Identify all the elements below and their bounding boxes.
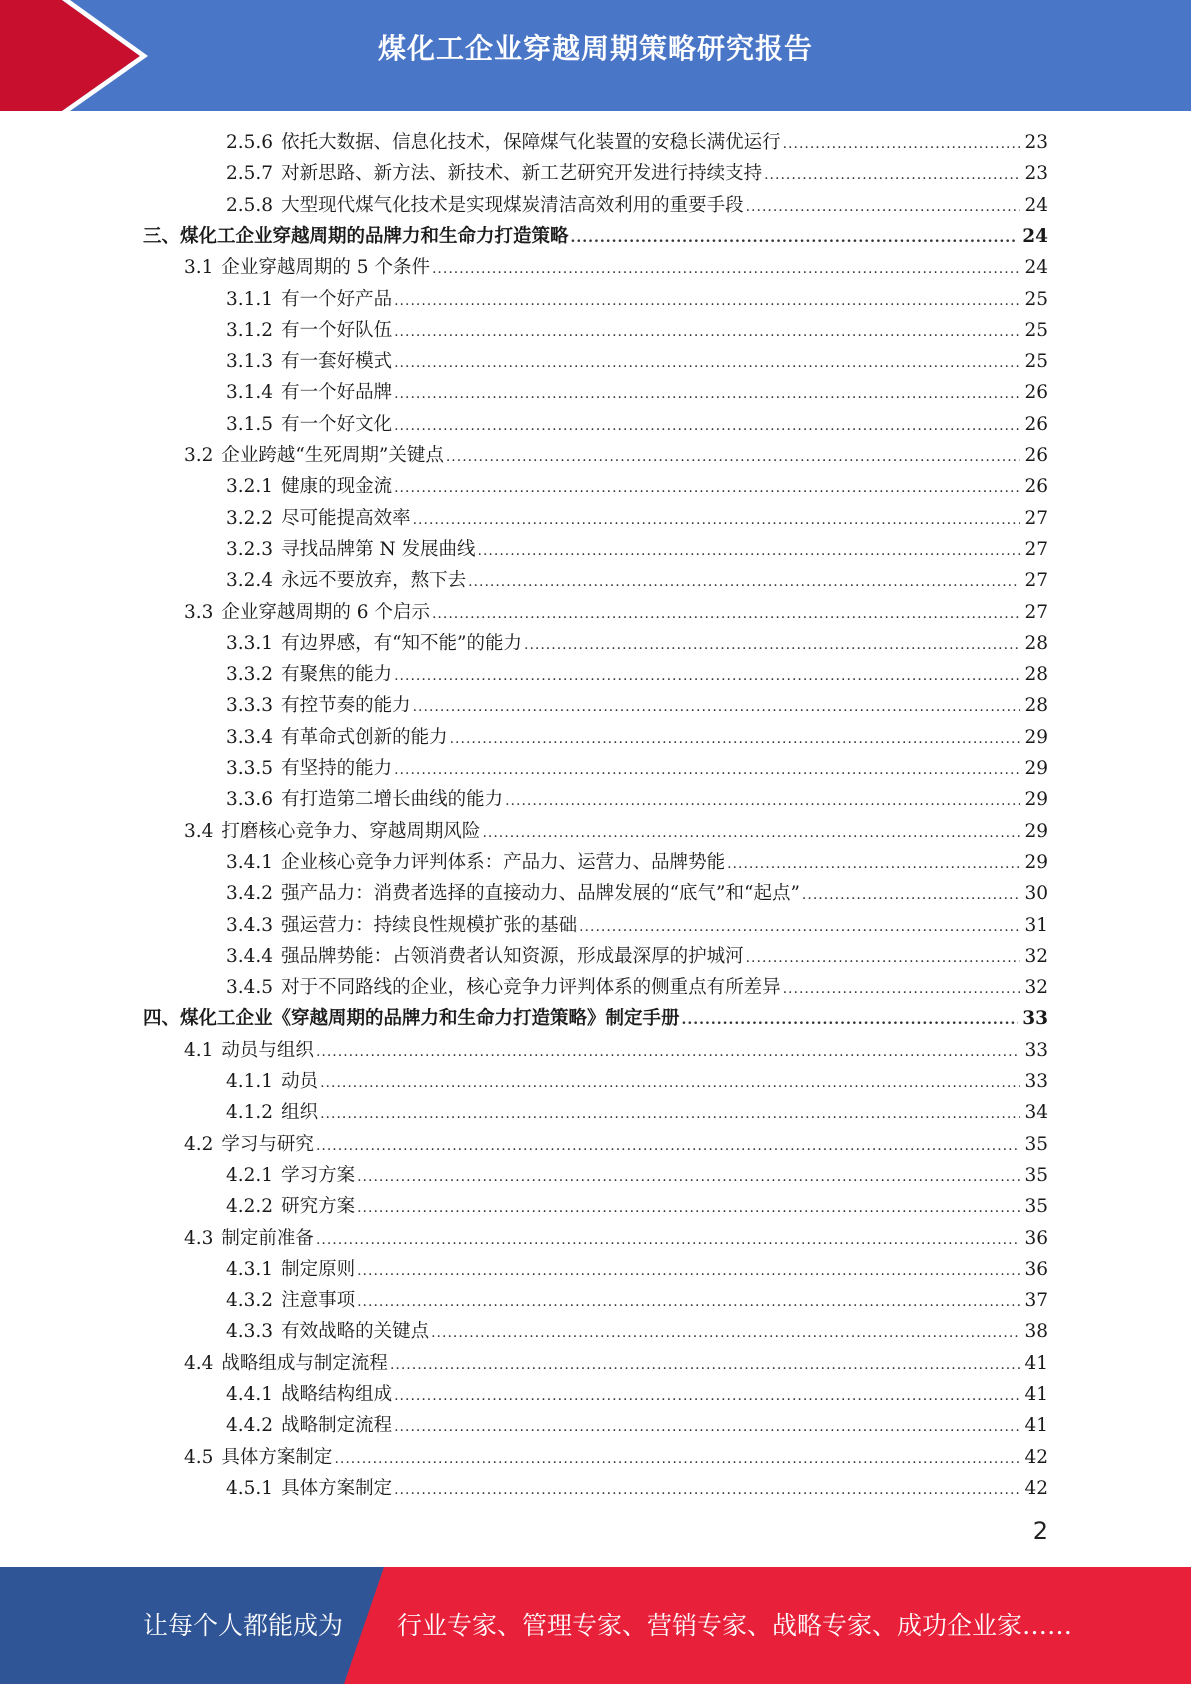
toc-entry[interactable]	[226, 690, 1048, 721]
toc-entry-page: 25	[1024, 288, 1048, 310]
toc-dot-leader	[579, 912, 1020, 943]
toc-entry[interactable]	[226, 1473, 1048, 1504]
toc-entry[interactable]	[226, 284, 1048, 315]
toc-entry-page: 35	[1024, 1133, 1048, 1155]
toc-entry-title: 永远不要放弃，熬下去	[281, 570, 467, 592]
toc-entry-page: 29	[1024, 758, 1048, 779]
toc-entry[interactable]	[226, 1316, 1048, 1347]
toc-dot-leader	[394, 348, 1020, 379]
toc-entry-title: 有坚持的能力	[281, 758, 393, 779]
toc-entry[interactable]	[184, 252, 1048, 283]
toc-entry-title: 组织	[281, 1102, 319, 1124]
toc-entry-page: 30	[1024, 883, 1048, 905]
toc-entry[interactable]	[226, 1160, 1048, 1191]
toc-entry-title: 学习方案	[281, 1164, 356, 1186]
toc-entry-title: 有一套好模式	[281, 351, 393, 373]
toc-entry-number: 3.1.2	[226, 319, 274, 341]
toc-entry[interactable]	[226, 346, 1048, 377]
toc-dot-leader	[783, 129, 1021, 160]
toc-entry[interactable]	[184, 1442, 1048, 1473]
toc-entry-number: 3.4.1	[226, 851, 274, 873]
toc-entry[interactable]	[226, 878, 1048, 909]
toc-entry[interactable]	[226, 1066, 1048, 1097]
toc-entry-page: 33	[1024, 1039, 1048, 1061]
toc-entry[interactable]	[184, 1129, 1048, 1160]
toc-entry-number: 3.1.4	[226, 382, 274, 404]
toc-entry-page: 29	[1024, 726, 1048, 748]
toc-entry-title: 企业穿越周期的 6 个启示	[221, 601, 430, 623]
toc-dot-leader	[394, 473, 1020, 504]
toc-dot-leader	[394, 411, 1020, 442]
toc-entry-page: 34	[1024, 1102, 1048, 1124]
toc-entry-page: 28	[1024, 632, 1048, 654]
toc-dot-leader	[394, 379, 1020, 410]
toc-entry-title: 大型现代煤气化技术是实现煤炭清洁高效利用的重要手段	[281, 194, 744, 216]
toc-entry-number: 3.3.5	[226, 758, 274, 779]
report-title: 煤化工企业穿越周期策略研究报告	[377, 32, 813, 65]
toc-dot-leader	[431, 1318, 1020, 1349]
toc-entry[interactable]	[143, 221, 1048, 252]
toc-entry-page: 37	[1024, 1290, 1048, 1312]
toc-entry-page: 27	[1024, 507, 1048, 529]
toc-entry-number: 4.2	[184, 1133, 214, 1155]
toc-entry-title: 强产品力：消费者选择的直接动力、品牌发展的“底气”和“起点”	[281, 883, 800, 905]
toc-entry-title: 战略制定流程	[281, 1415, 393, 1437]
toc-entry[interactable]	[226, 941, 1048, 972]
toc-entry-title: 有一个好产品	[281, 288, 393, 310]
toc-entry-title: 有控节奏的能力	[281, 695, 411, 717]
toc-entry-number: 3.2.4	[226, 570, 274, 592]
toc-entry-page: 33	[1022, 1008, 1048, 1030]
toc-entry-number: 4.2.2	[226, 1196, 274, 1218]
toc-dot-leader	[746, 192, 1021, 223]
toc-dot-leader	[394, 1381, 1020, 1412]
toc-entry[interactable]	[226, 471, 1048, 502]
toc-entry-title: 四、煤化工企业《穿越周期的品牌力和生命力打造策略》制定手册	[143, 1008, 680, 1030]
toc-dot-leader	[746, 943, 1021, 974]
toc-entry-number: 3.4	[184, 820, 214, 842]
toc-dot-leader	[682, 1005, 1019, 1036]
toc-entry-page: 26	[1024, 476, 1048, 498]
toc-entry-number: 3.1	[184, 257, 214, 279]
toc-entry-page: 29	[1024, 820, 1048, 842]
toc-entry-title: 有一个好队伍	[281, 319, 393, 341]
toc-entry-number: 2.5.8	[226, 194, 274, 216]
toc-entry[interactable]	[226, 1254, 1048, 1285]
toc-entry-number: 3.2.1	[226, 476, 274, 498]
toc-entry[interactable]	[226, 190, 1048, 221]
toc-entry-page: 24	[1022, 225, 1048, 247]
toc-entry-title: 战略组成与制定流程	[221, 1352, 388, 1374]
toc-entry-number: 4.1	[184, 1039, 214, 1061]
toc-dot-leader	[446, 442, 1021, 473]
toc-dot-leader	[524, 630, 1020, 661]
toc-entry-title: 企业跨越“生死周期”关键点	[221, 445, 444, 466]
toc-entry-number: 4.4.2	[226, 1415, 274, 1437]
toc-entry-number: 4.4.1	[226, 1384, 274, 1405]
toc-entry-number: 4.4	[184, 1352, 214, 1374]
toc-dot-leader	[413, 692, 1021, 723]
toc-entry-page: 29	[1024, 789, 1048, 811]
toc-dot-leader	[394, 661, 1020, 692]
toc-entry-number: 2.5.6	[226, 132, 274, 153]
toc-entry-number: 3.2.2	[226, 507, 274, 529]
toc-entry-title: 有革命式创新的能力	[281, 726, 448, 748]
toc-entry-title: 寻找品牌第 N 发展曲线	[281, 538, 476, 560]
toc-entry-title: 对于不同路线的企业，核心竞争力评判体系的侧重点有所差异	[281, 977, 781, 999]
toc-dot-leader	[783, 974, 1021, 1005]
toc-entry[interactable]	[226, 534, 1048, 565]
toc-entry-title: 企业核心竞争力评判体系：产品力、运营力、品牌势能	[281, 851, 726, 873]
toc-entry-title: 有聚焦的能力	[281, 664, 393, 686]
toc-entry-page: 25	[1024, 319, 1048, 341]
toc-entry-page: 41	[1024, 1352, 1048, 1374]
toc-entry-number: 4.1.1	[226, 1071, 274, 1092]
toc-entry-page: 27	[1024, 570, 1048, 592]
toc-entry[interactable]	[226, 847, 1048, 878]
toc-entry[interactable]	[184, 1223, 1048, 1254]
toc-entry-number: 3.4.4	[226, 945, 274, 967]
toc-entry[interactable]	[226, 1097, 1048, 1128]
toc-dot-leader	[482, 818, 1020, 849]
toc-entry-number: 3.3.1	[226, 632, 274, 654]
toc-entry-title: 制定原则	[281, 1258, 356, 1280]
toc-entry-page: 32	[1024, 977, 1048, 999]
toc-entry-number: 3.1.1	[226, 288, 274, 310]
toc-dot-leader	[320, 1099, 1020, 1130]
footer-slogan-right: 行业专家、管理专家、营销专家、战略专家、成功企业家……	[397, 1611, 1073, 1640]
toc-dot-leader	[320, 1068, 1020, 1099]
toc-entry-page: 32	[1024, 945, 1048, 967]
toc-entry-number: 4.3.3	[226, 1321, 274, 1343]
toc-entry[interactable]	[226, 127, 1048, 158]
toc-dot-leader	[357, 1193, 1020, 1224]
toc-entry[interactable]	[226, 409, 1048, 440]
toc-dot-leader	[357, 1162, 1020, 1193]
toc-dot-leader	[450, 724, 1021, 755]
toc-entry[interactable]	[184, 597, 1048, 628]
toc-dot-leader	[413, 505, 1021, 536]
toc-entry-title: 具体方案制定	[221, 1446, 333, 1468]
toc-entry-number: 4.2.1	[226, 1164, 274, 1186]
toc-entry-title: 强品牌势能：占领消费者认知资源，形成最深厚的护城河	[281, 945, 744, 967]
toc-entry-page: 23	[1024, 132, 1048, 153]
toc-entry-page: 31	[1024, 914, 1048, 936]
toc-dot-leader	[316, 1131, 1021, 1162]
toc-entry-page: 28	[1024, 695, 1048, 717]
toc-entry-page: 28	[1024, 664, 1048, 686]
toc-entry[interactable]	[226, 784, 1048, 815]
toc-entry-number: 3.4.3	[226, 914, 274, 936]
toc-entry-page: 27	[1024, 538, 1048, 560]
toc-entry[interactable]	[226, 628, 1048, 659]
toc-entry-page: 26	[1024, 445, 1048, 466]
toc-entry-number: 3.4.5	[226, 977, 274, 999]
toc-entry-number: 3.2.3	[226, 538, 274, 560]
toc-dot-leader	[432, 599, 1020, 630]
toc-dot-leader	[316, 1037, 1021, 1068]
toc-entry-number: 3.3.3	[226, 695, 274, 717]
toc-entry-number: 4.5	[184, 1446, 214, 1468]
toc-entry[interactable]	[184, 816, 1048, 847]
toc-dot-leader	[394, 755, 1020, 786]
toc-entry-title: 尽可能提高效率	[281, 507, 411, 529]
toc-entry-page: 24	[1024, 194, 1048, 216]
toc-dot-leader	[432, 254, 1020, 285]
toc-entry-page: 25	[1024, 351, 1048, 373]
toc-entry[interactable]	[226, 158, 1048, 189]
toc-entry[interactable]	[184, 1035, 1048, 1066]
toc-entry[interactable]	[226, 659, 1048, 690]
toc-entry[interactable]	[226, 972, 1048, 1003]
toc-entry[interactable]	[184, 1348, 1048, 1379]
page-footer	[0, 1567, 1191, 1684]
toc-entry[interactable]	[226, 565, 1048, 596]
toc-entry-title: 健康的现金流	[281, 476, 393, 498]
toc-entry-title: 研究方案	[281, 1196, 356, 1218]
toc-entry-page: 42	[1024, 1446, 1048, 1468]
toc-entry-title: 具体方案制定	[281, 1477, 393, 1499]
toc-dot-leader	[334, 1444, 1020, 1475]
toc-entry[interactable]	[184, 440, 1048, 471]
toc-entry-number: 4.1.2	[226, 1102, 274, 1124]
toc-entry[interactable]	[226, 377, 1048, 408]
toc-entry-number: 3.1.5	[226, 413, 274, 435]
toc-entry[interactable]	[226, 722, 1048, 753]
toc-dot-leader	[727, 849, 1020, 880]
toc-entry-title: 学习与研究	[221, 1133, 314, 1155]
toc-entry-number: 4.3	[184, 1227, 214, 1249]
toc-dot-leader	[316, 1225, 1021, 1256]
toc-entry-number: 4.5.1	[226, 1477, 274, 1499]
toc-entry-title: 有打造第二增长曲线的能力	[281, 789, 504, 811]
toc-entry-page: 33	[1024, 1071, 1048, 1092]
toc-entry-number: 2.5.7	[226, 163, 274, 185]
toc-entry[interactable]	[226, 1285, 1048, 1316]
toc-entry-number: 3.3.6	[226, 789, 274, 811]
toc-dot-leader	[357, 1287, 1020, 1318]
toc-entry-title: 有一个好文化	[281, 413, 393, 435]
toc-entry-page: 41	[1024, 1415, 1048, 1437]
toc-entry-number: 3.3.4	[226, 726, 274, 748]
toc-entry-title: 动员	[281, 1071, 319, 1092]
toc-dot-leader	[478, 536, 1021, 567]
toc-dot-leader	[468, 567, 1020, 598]
toc-entry-page: 29	[1024, 851, 1048, 873]
toc-entry-page: 26	[1024, 382, 1048, 404]
toc-entry-title: 打磨核心竞争力、穿越周期风险	[221, 820, 481, 842]
toc-entry[interactable]	[226, 503, 1048, 534]
toc-entry-title: 强运营力：持续良性规模扩张的基础	[281, 914, 578, 936]
toc-entry-title: 依托大数据、信息化技术，保障煤气化装置的安稳长满优运行	[281, 132, 781, 153]
toc-entry-title: 有边界感，有“知不能”的能力	[281, 632, 522, 654]
toc-dot-leader	[505, 786, 1020, 817]
toc-entry-page: 24	[1024, 257, 1048, 279]
page-header	[0, 0, 1191, 111]
toc-entry-number: 4.3.2	[226, 1290, 274, 1312]
toc-entry-page: 42	[1024, 1477, 1048, 1499]
toc-entry-page: 35	[1024, 1164, 1048, 1186]
toc-entry[interactable]	[143, 1003, 1048, 1034]
toc-entry[interactable]	[226, 910, 1048, 941]
toc-entry-page: 36	[1024, 1258, 1048, 1280]
toc-entry-number: 3.3	[184, 601, 214, 623]
toc-entry-page: 41	[1024, 1384, 1048, 1405]
toc-entry[interactable]	[226, 1191, 1048, 1222]
footer-slogan-left: 让每个人都能成为	[143, 1611, 344, 1640]
toc-entry-page: 35	[1024, 1196, 1048, 1218]
toc-entry-title: 有一个好品牌	[281, 382, 393, 404]
toc-dot-leader	[394, 317, 1020, 348]
toc-entry-page: 38	[1024, 1321, 1048, 1343]
toc-entry-page: 23	[1024, 163, 1048, 185]
toc-dot-leader	[394, 286, 1020, 317]
toc-entry-title: 三、煤化工企业穿越周期的品牌力和生命力打造策略	[143, 225, 569, 247]
toc-dot-leader	[394, 1475, 1020, 1506]
toc-entry-number: 4.3.1	[226, 1258, 274, 1280]
toc-entry-number: 3.4.2	[226, 883, 274, 905]
toc-dot-leader	[394, 1412, 1020, 1443]
toc-entry[interactable]	[226, 315, 1048, 346]
toc-entry-number: 3.2	[184, 445, 214, 466]
toc-entry-title: 动员与组织	[221, 1039, 314, 1061]
toc-entry[interactable]	[226, 1410, 1048, 1441]
toc-dot-leader	[802, 880, 1021, 911]
toc-entry-page: 27	[1024, 601, 1048, 623]
toc-entry-number: 3.3.2	[226, 664, 274, 686]
toc-entry-title: 制定前准备	[221, 1227, 314, 1249]
toc-entry-page: 36	[1024, 1227, 1048, 1249]
toc-dot-leader	[764, 160, 1020, 191]
toc-entry-page: 26	[1024, 413, 1048, 435]
toc-dot-leader	[357, 1256, 1020, 1287]
toc-entry[interactable]	[226, 753, 1048, 784]
toc-entry-title: 战略结构组成	[281, 1384, 393, 1405]
toc-entry-title: 有效战略的关键点	[281, 1321, 430, 1343]
toc-dot-leader	[390, 1350, 1021, 1381]
toc-entry[interactable]	[226, 1379, 1048, 1410]
toc-entry-title: 对新思路、新方法、新技术、新工艺研究开发进行持续支持	[281, 163, 763, 185]
page-number: 2	[1032, 1517, 1048, 1545]
toc-entry-number: 3.1.3	[226, 351, 274, 373]
toc-entry-title: 企业穿越周期的 5 个条件	[221, 257, 430, 279]
toc-entry-title: 注意事项	[281, 1290, 356, 1312]
toc-dot-leader	[571, 223, 1019, 254]
